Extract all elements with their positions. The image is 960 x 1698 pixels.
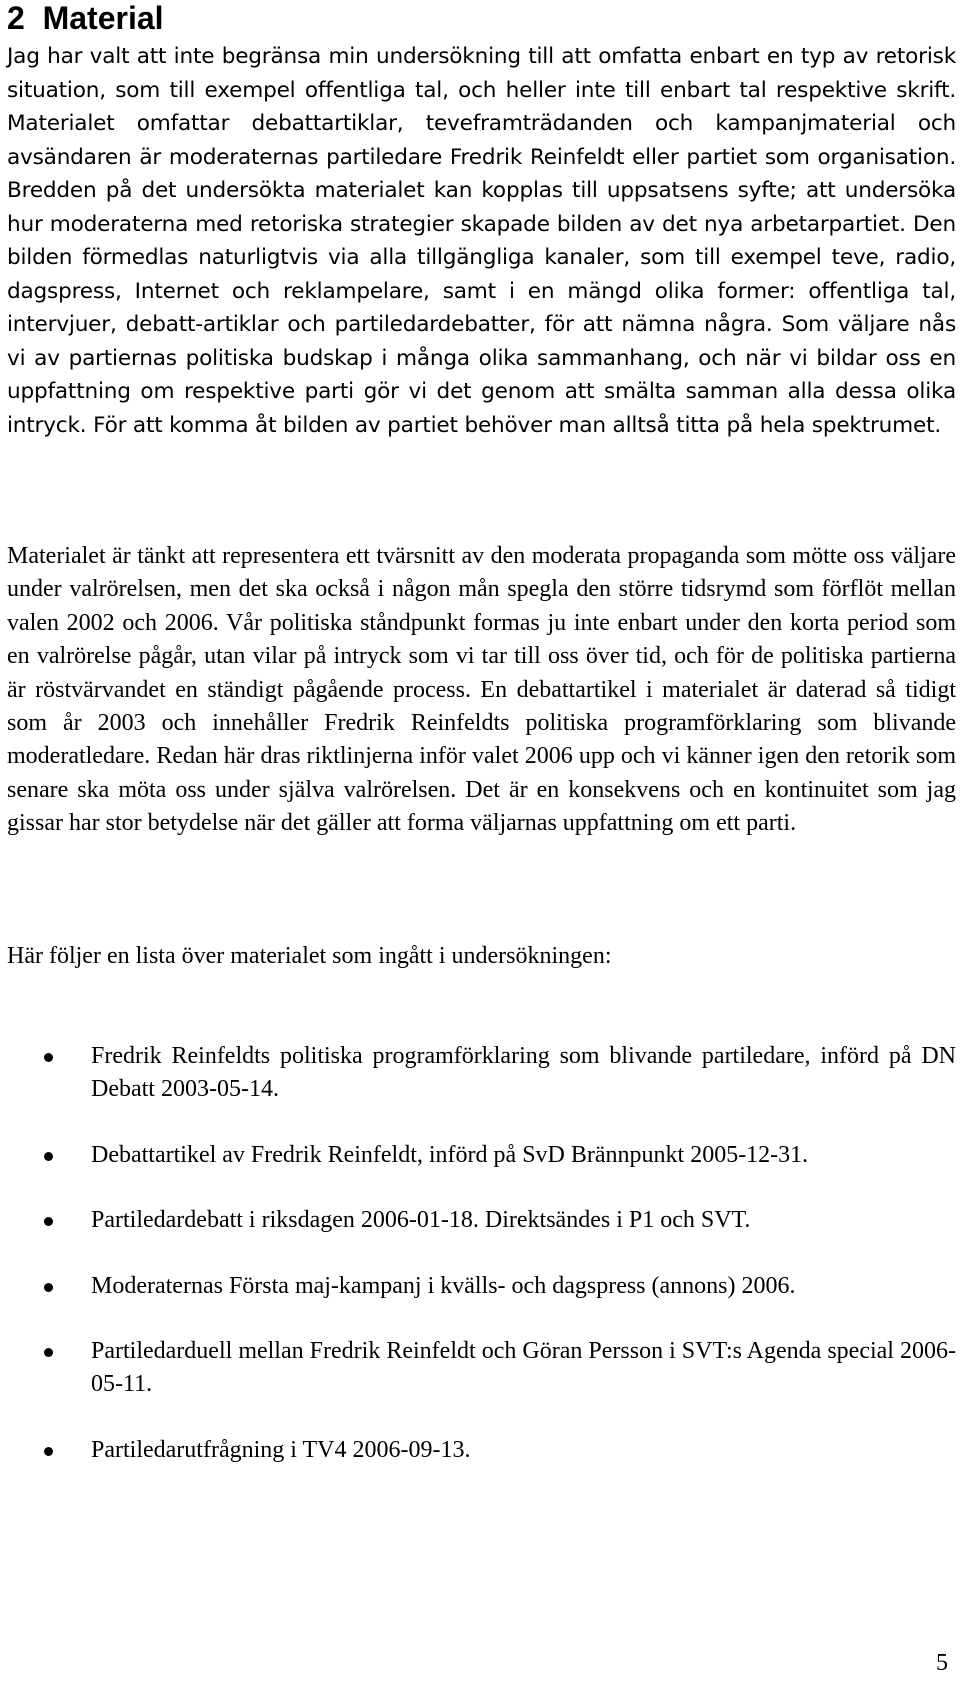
bullet-icon [44, 1152, 53, 1161]
bullet-icon [44, 1348, 53, 1357]
paragraph-list-intro: Här följer en lista över materialet som ingått i undersökningen: [7, 943, 612, 969]
paragraph-scope: Materialet är tänkt att representera ett tvärsnitt av den moderata propaganda som mötte oss väljare under valrörelsen, men det ska också i någon mån spegla den större tidsrymd som förflöt mellan valen 2002 och 2006. Vår politiska ståndpunkt formas ju inte enbart under den korta period som en valrörelse pågår, utan vilar på intryck som vi tar till oss över tid, och för de politiska partierna är röstvärvandet en ständigt pågående process. En debattartikel i materialet är daterad så tidigt som år 2003 och innehåller Fredrik Reinfeldts politiska programförklaring som blivande moderatledare. Redan här dras riktlinjerna inför valet 2006 upp och vi känner igen den retorik som senare ska möta oss under själva valrörelsen. Det är en konsekvens och en kontinuitet som jag gissar har stor betydelse när det gäller att forma väljarnas uppfattning om ett parti. [7, 543, 956, 837]
list-item [7, 1204, 956, 1237]
bullet-icon [44, 1283, 53, 1292]
list-item-text: Partiledarutfrågning i TV4 2006-09-13. [91, 1436, 471, 1463]
materials-list [7, 1040, 956, 1499]
list-item [7, 1139, 956, 1172]
list-item-text: Partiledarduell mellan Fredrik Reinfeldt och Göran Persson i SVT:s Agenda special 2006-05-11. [91, 1338, 956, 1398]
list-item [7, 1434, 956, 1467]
list-item-text: Fredrik Reinfeldts politiska programförklaring som blivande partiledare, införd på DN Debatt 2003-05-14. [91, 1043, 956, 1103]
bullet-icon [44, 1217, 53, 1226]
section-heading [7, 0, 164, 36]
list-item [7, 1270, 956, 1303]
section-title: Material [42, 0, 164, 36]
paragraph-intro: Jag har valt att inte begränsa min undersökning till att omfatta enbart en typ av retorisk situation, som till exempel offentliga tal, och heller inte till enbart tal respektive skrift. Materialet omfattar debattartiklar, teveframträdanden och kampanjmaterial och avsändaren är moderaternas partiledare Fredrik Reinfeldt eller partiet som organisation. Bredden på det undersökta materialet kan kopplas till uppsatsens syfte; att undersöka hur moderaterna med retoriska strategier skapade bilden av det nya arbetarpartiet. Den bilden förmedlas naturligtvis via alla tillgängliga kanaler, som till exempel teve, radio, dagspress, Internet och reklampelare, samt i en mängd olika former: offentliga tal, intervjuer, debatt-artiklar och partiledardebatter, för att nämna några. Som väljare nås vi av partiernas politiska budskap i många olika sammanhang, och när vi bildar oss en uppfattning om respektive parti gör vi det genom att smälta samman alla dessa olika intryck. För att komma åt bilden av partiet behöver man alltså titta på hela spektrumet. [7, 44, 956, 438]
list-item-text: Debattartikel av Fredrik Reinfeldt, införd på SvD Brännpunkt 2005-12-31. [91, 1141, 809, 1168]
list-item [7, 1335, 956, 1402]
section-number: 2 [7, 0, 25, 36]
bullet-icon [44, 1053, 53, 1062]
list-item-text: Moderaternas Första maj-kampanj i kvälls- och dagspress (annons) 2006. [91, 1272, 796, 1299]
list-item-text: Partiledardebatt i riksdagen 2006-01-18. Direktsändes i P1 och SVT. [91, 1207, 751, 1234]
page-number: 5 [936, 1650, 948, 1676]
bullet-icon [44, 1447, 53, 1456]
list-item [7, 1040, 956, 1107]
